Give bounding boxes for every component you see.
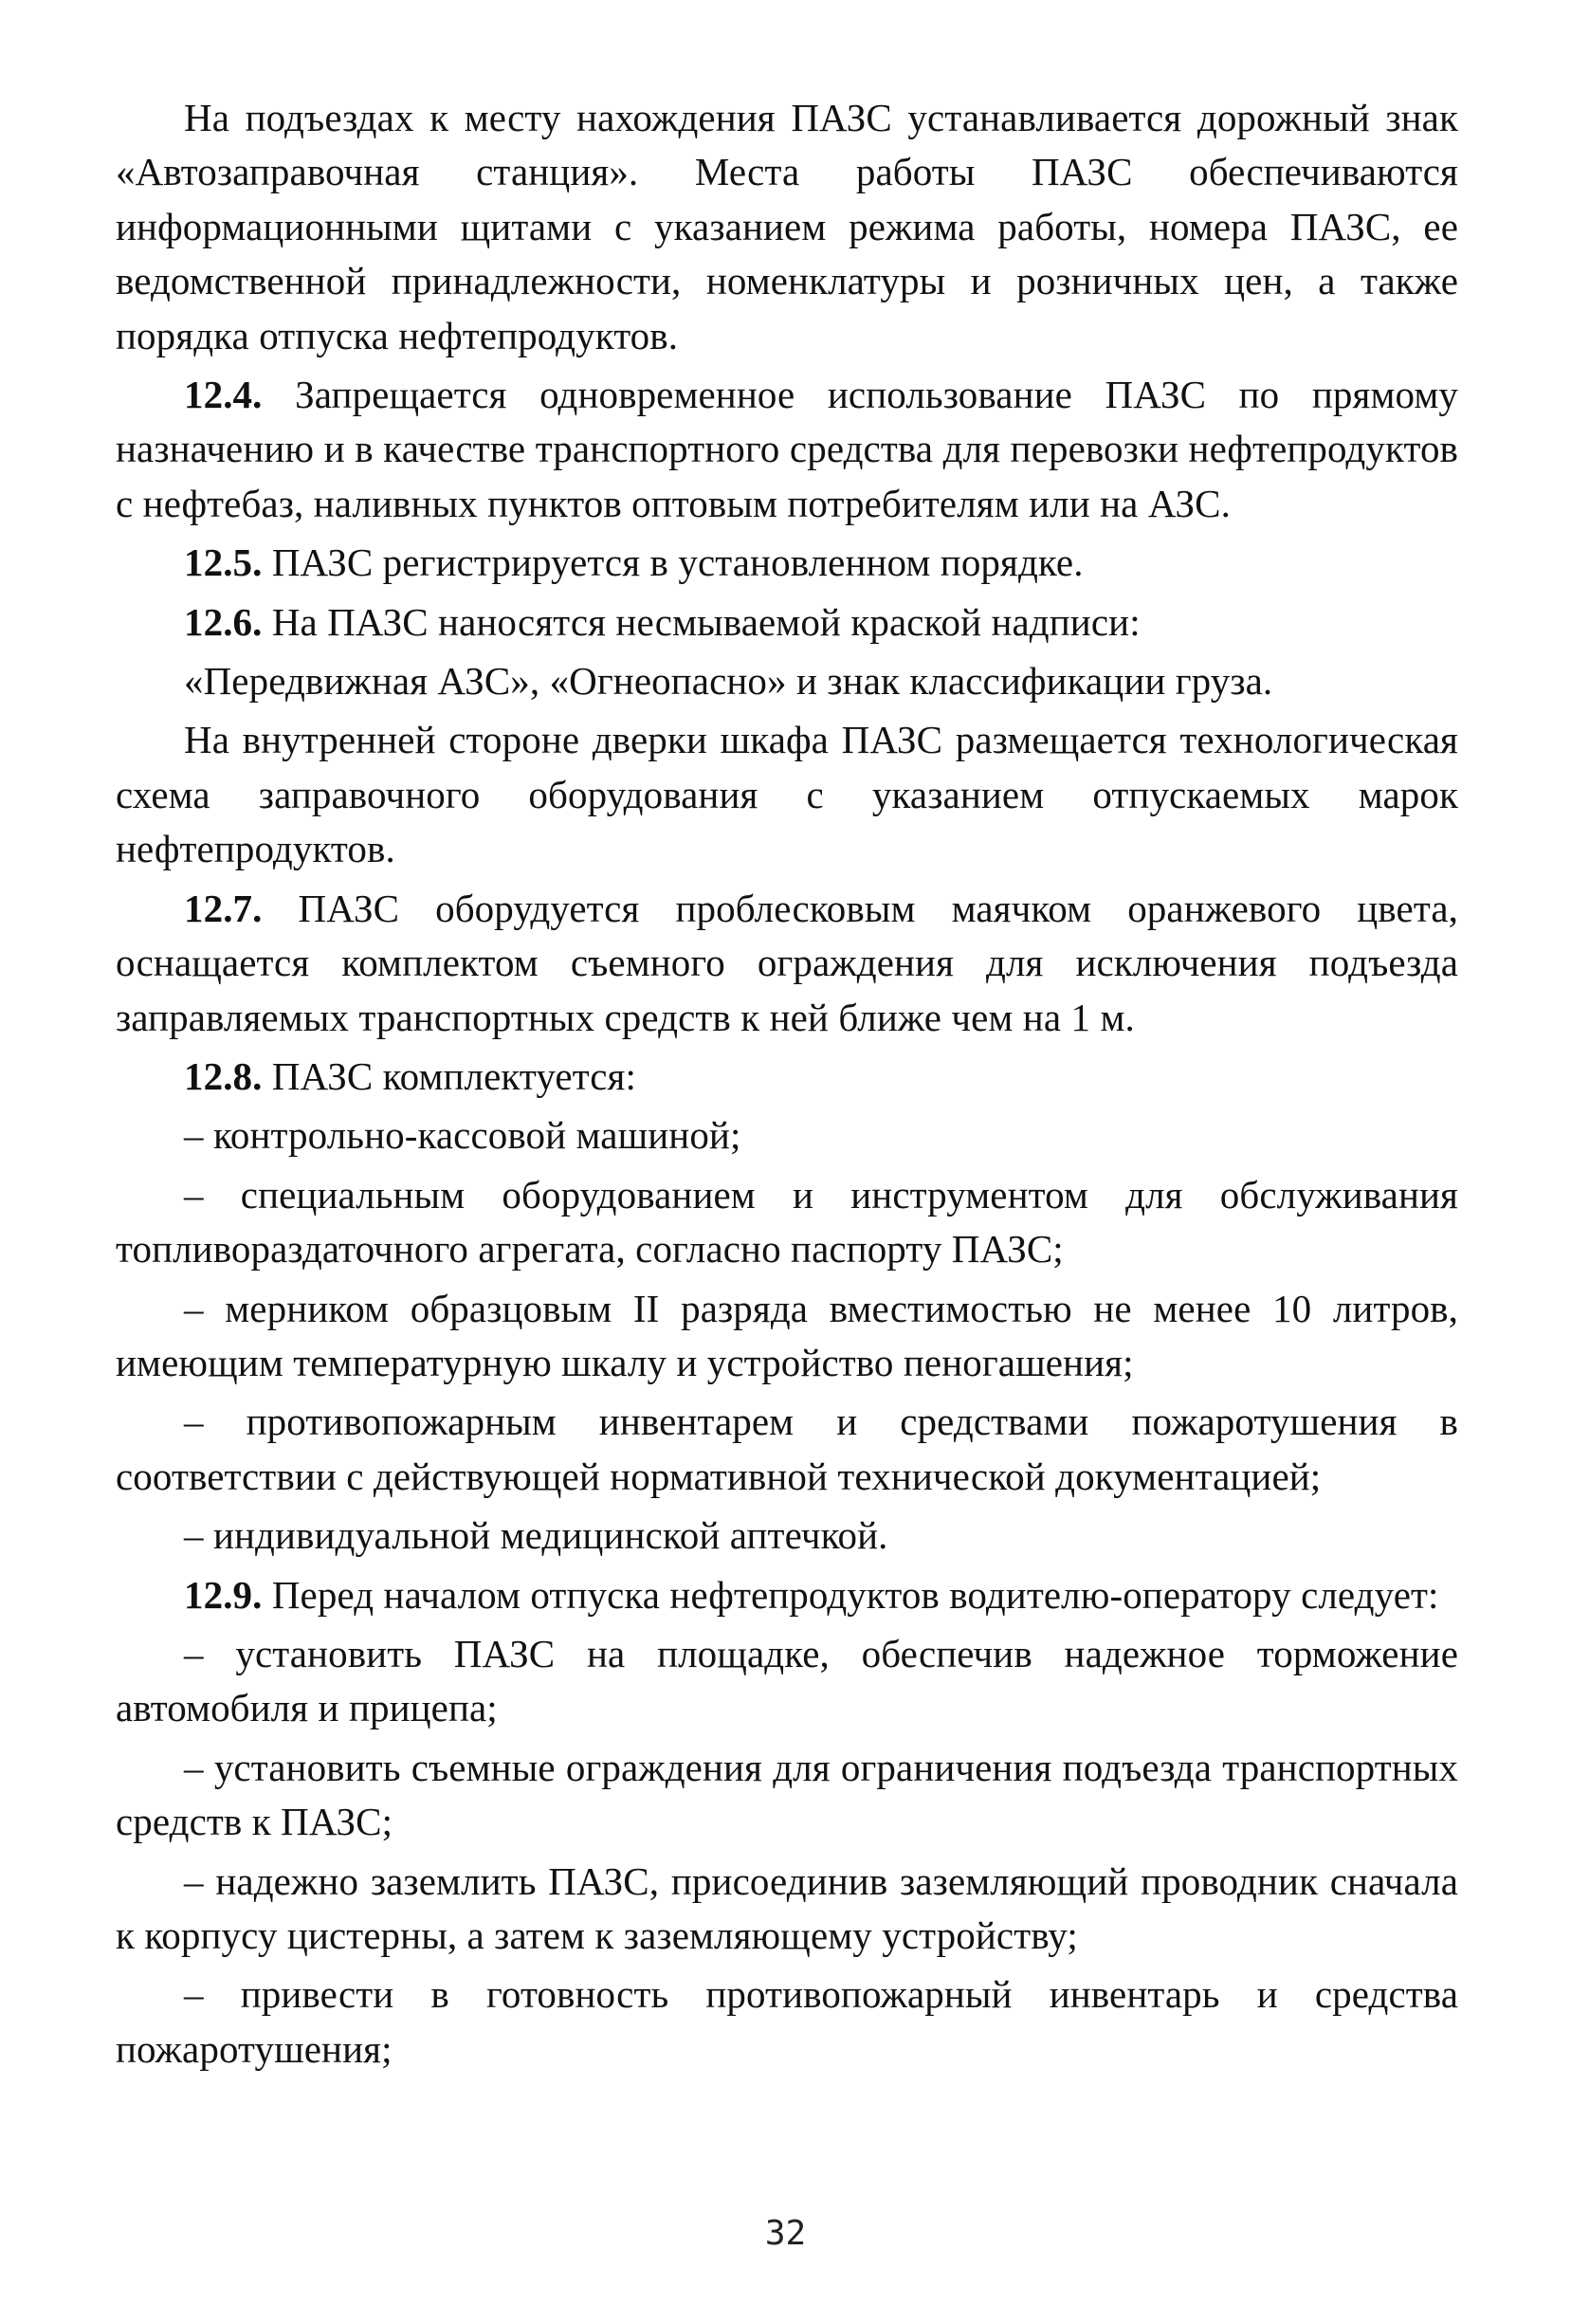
clause-number: 12.6. bbox=[184, 599, 263, 644]
paragraph-text: – контрольно-кассовой машиной; bbox=[184, 1113, 741, 1158]
paragraph bbox=[116, 1568, 1458, 1622]
list-item bbox=[116, 1509, 1458, 1563]
clause-number: 12.7. bbox=[184, 886, 263, 930]
paragraph-text: На внутренней стороне дверки шкафа ПАЗС размещается технологическая схема заправочного оборудования с указанием отпускаемых марок нефтепродуктов. bbox=[116, 718, 1458, 871]
list-item bbox=[116, 1282, 1458, 1391]
paragraph-text: – привести в готовность противопожарный инвентарь и средства пожаротушения; bbox=[116, 1972, 1458, 2071]
list-item bbox=[116, 1108, 1458, 1162]
paragraph-text: «Передвижная АЗС», «Огнеопасно» и знак классификации груза. bbox=[184, 659, 1273, 704]
list-item bbox=[116, 1627, 1458, 1736]
paragraph-text: Запрещается одновременное использование ПАЗС по прямому назначению и в качестве транспортного средства для перевозки нефтепродуктов с нефтебаз, наливных пунктов оптовым потребителям или на АЗС. bbox=[116, 373, 1458, 525]
paragraph-text: – установить съемные ограждения для ограничения подъезда транспортных средств к ПАЗС; bbox=[116, 1745, 1458, 1844]
clause-number: 12.5. bbox=[184, 540, 263, 585]
paragraph-text: – надежно заземлить ПАЗС, присоединив заземляющий проводник сначала к корпусу цистерны, а затем к заземляющему устройству; bbox=[116, 1858, 1458, 1957]
paragraph bbox=[116, 654, 1458, 708]
paragraph-text: ПАЗС комплектуется: bbox=[262, 1053, 636, 1098]
paragraph-text: На ПАЗС наносятся несмываемой краской надписи: bbox=[262, 599, 1141, 644]
clause-number: 12.9. bbox=[184, 1572, 263, 1617]
paragraph-text: – установить ПАЗС на площадке, обеспечив надежное торможение автомобиля и прицепа; bbox=[116, 1631, 1458, 1730]
clause-number: 12.4. bbox=[184, 373, 263, 417]
paragraph-text: – мерником образцовым II разряда вместимостью не менее 10 литров, имеющим температурную шкалу и устройство пеногашения; bbox=[116, 1286, 1458, 1384]
paragraph-text: – противопожарным инвентарем и средствами пожаротушения в соответствии с действующей нормативной технической документацией; bbox=[116, 1400, 1458, 1498]
paragraph-text: – специальным оборудованием и инструментом для обслуживания топливораздаточного агрегата, согласно паспорту ПАЗС; bbox=[116, 1172, 1458, 1272]
list-item bbox=[116, 1741, 1458, 1850]
list-item bbox=[116, 1395, 1458, 1504]
paragraph-text: – индивидуальной медицинской аптечкой. bbox=[184, 1513, 888, 1558]
clause-number: 12.8. bbox=[184, 1053, 263, 1098]
paragraph bbox=[116, 91, 1458, 363]
paragraph-text: ПАЗС оборудуется проблесковым маячком оранжевого цвета, оснащается комплектом съемного ограждения для исключения подъезда заправляемых транспортных средств к ней ближе чем на 1 м. bbox=[116, 886, 1458, 1039]
list-item bbox=[116, 1168, 1458, 1277]
paragraph bbox=[116, 368, 1458, 531]
page-number: 32 bbox=[764, 2214, 807, 2253]
paragraph bbox=[116, 882, 1458, 1045]
list-item bbox=[116, 1967, 1458, 2077]
paragraph-text: На подъездах к месту нахождения ПАЗС устанавливается дорожный знак «Автозаправочная станция». Места работы ПАЗС обеспечиваются информационными щитами с указанием режима работы, номера ПАЗС, ее ведомственной принадлежности, номенклатуры и розничных цен, а также порядка отпуска нефтепродуктов. bbox=[116, 96, 1458, 357]
paragraph bbox=[116, 595, 1458, 650]
paragraph-text: ПАЗС регистрируется в установленном порядке. bbox=[262, 540, 1084, 585]
paragraph bbox=[116, 713, 1458, 876]
list-item bbox=[116, 1855, 1458, 1964]
paragraph bbox=[116, 1050, 1458, 1104]
paragraph-text: Перед началом отпуска нефтепродуктов водителю-оператору следует: bbox=[262, 1572, 1439, 1617]
page-body bbox=[116, 91, 1458, 2081]
paragraph bbox=[116, 536, 1458, 590]
